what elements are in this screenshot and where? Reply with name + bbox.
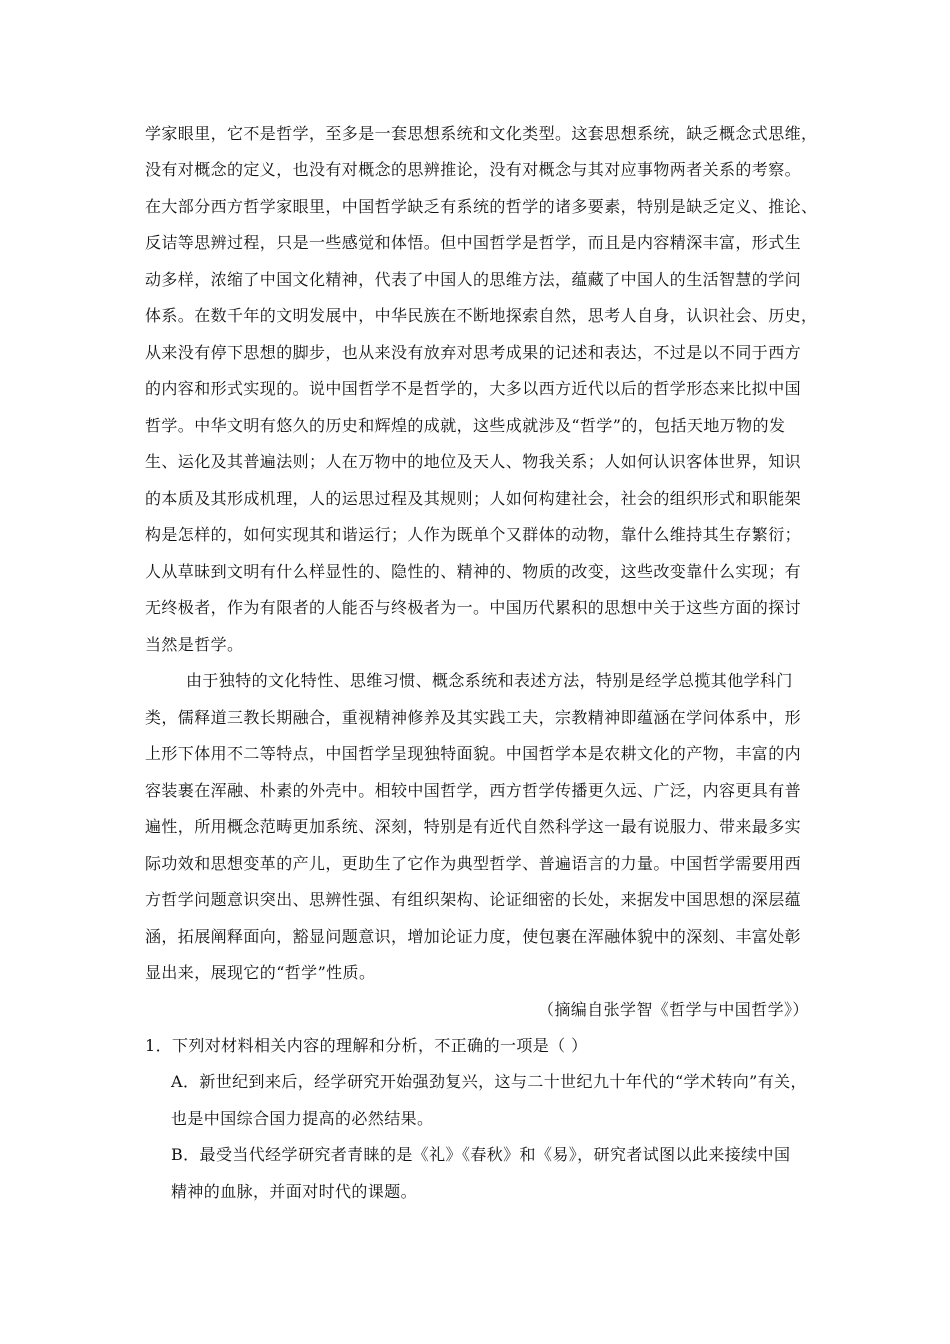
option-text-line: A．新世纪到来后，经学研究开始强劲复兴，这与二十世纪九十年代的“学术转向”有关， bbox=[171, 1072, 807, 1091]
option-text-line: B．最受当代经学研究者青睐的是《礼》《春秋》和《易》，研究者试图以此来接续中国 bbox=[171, 1145, 791, 1164]
source-citation: （摘编自张学智《哲学与中国哲学》） bbox=[538, 1000, 809, 1019]
text-line: 学家眼里，它不是哲学，至多是一套思想系统和文化类型。这套思想系统，缺乏概念式思维， bbox=[145, 124, 818, 143]
text-line: 构是怎样的，如何实现其和谐运行；人作为既单个又群体的动物，靠什么维持其生存繁衍； bbox=[145, 525, 802, 544]
option-text-line: 也是中国综合国力提高的必然结果。 bbox=[171, 1109, 434, 1128]
text-line: 哲学。中华文明有悠久的历史和辉煌的成就，这些成就涉及“哲学”的，包括天地万物的发 bbox=[145, 416, 786, 435]
text-line: 无终极者，作为有限者的人能否与终极者为一。中国历代累积的思想中关于这些方面的探讨 bbox=[145, 598, 802, 617]
text-line: 的本质及其形成机理，人的运思过程及其规则；人如何构建社会，社会的组织形式和职能架 bbox=[145, 489, 802, 508]
question-stem: 1．下列对材料相关内容的理解和分析，不正确的一项是（ ） bbox=[145, 1036, 588, 1055]
text-line: 反诘等思辨过程，只是一些感觉和体悟。但中国哲学是哲学，而且是内容精深丰富，形式生 bbox=[145, 233, 802, 252]
text-line: 显出来，展现它的“哲学”性质。 bbox=[145, 963, 376, 982]
text-line: 容装裹在浑融、朴素的外壳中。相较中国哲学，西方哲学传播更久远、广泛，内容更具有普 bbox=[145, 781, 802, 800]
text-line: 人从草昧到文明有什么样显性的、隐性的、精神的、物质的改变，这些改变靠什么实现；有 bbox=[145, 562, 802, 581]
text-line: 体系。在数千年的文明发展中，中华民族在不断地探索自然，思考人自身，认识社会、历史， bbox=[145, 306, 818, 325]
text-line: 遍性，所用概念范畴更加系统、深刻，特别是有近代自然科学这一最有说服力、带来最多实 bbox=[145, 817, 802, 836]
text-line: 没有对概念的定义，也没有对概念的思辨推论，没有对概念与其对应事物两者关系的考察。 bbox=[145, 160, 802, 179]
text-line: 由于独特的文化特性、思维习惯、概念系统和表述方法，特别是经学总揽其他学科门 bbox=[186, 671, 793, 690]
text-line: 涵，拓展阐释面向，豁显问题意识，增加论证力度，使包裹在浑融体貌中的深刻、丰富处彰 bbox=[145, 927, 802, 946]
text-line: 际功效和思想变革的产儿，更助生了它作为典型哲学、普遍语言的力量。中国哲学需要用西 bbox=[145, 854, 802, 873]
text-line: 方哲学问题意识突出、思辨性强、有组织架构、论证细密的长处，来据发中国思想的深层蕴 bbox=[145, 890, 802, 909]
text-line: 当然是哲学。 bbox=[145, 635, 244, 654]
text-line: 类，儒释道三教长期融合，重视精神修养及其实践工夫，宗教精神即蕴涵在学问体系中，形 bbox=[145, 708, 802, 727]
text-line: 上形下体用不二等特点，中国哲学呈现独特面貌。中国哲学本是农耕文化的产物，丰富的内 bbox=[145, 744, 802, 763]
option-text-line: 精神的血脉，并面对时代的课题。 bbox=[171, 1182, 418, 1201]
text-line: 生、运化及其普遍法则；人在万物中的地位及天人、物我关系；人如何认识客体世界，知识 bbox=[145, 452, 802, 471]
text-line: 在大部分西方哲学家眼里，中国哲学缺乏有系统的哲学的诸多要素，特别是缺乏定义、推论、 bbox=[145, 197, 818, 216]
text-line: 从来没有停下思想的脚步，也从来没有放弃对思考成果的记述和表达，不过是以不同于西方 bbox=[145, 343, 802, 362]
text-line: 动多样，浓缩了中国文化精神，代表了中国人的思维方法，蕴藏了中国人的生活智慧的学问 bbox=[145, 270, 802, 289]
text-line: 的内容和形式实现的。说中国哲学不是哲学的，大多以西方近代以后的哲学形态来比拟中国 bbox=[145, 379, 802, 398]
